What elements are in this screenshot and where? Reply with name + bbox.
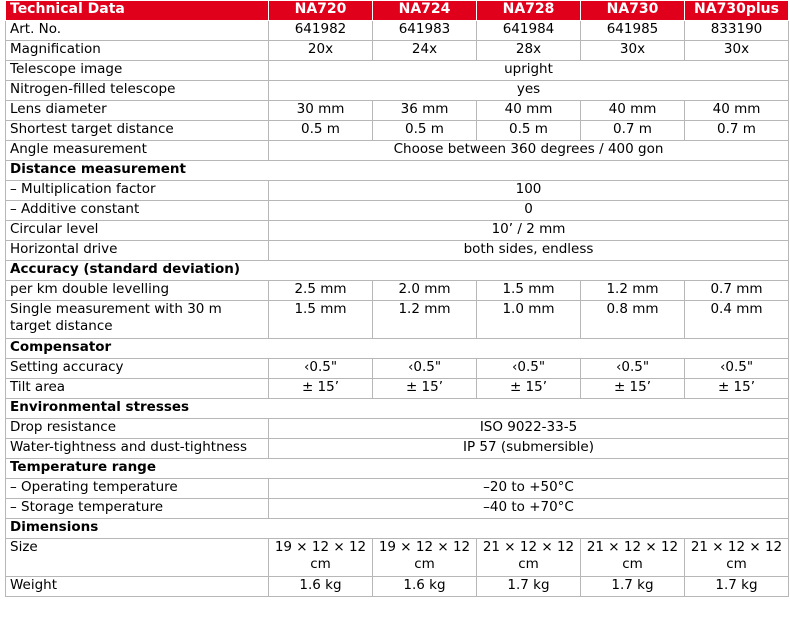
table-row [6, 81, 789, 101]
table-row [6, 201, 789, 221]
value-cell: ± 15’ [685, 379, 789, 399]
value-cell: 1.0 mm [477, 301, 581, 339]
row-label: Telescope image [6, 61, 269, 81]
value-cell: 40 mm [581, 101, 685, 121]
table-row [6, 499, 789, 519]
value-cell: 21 × 12 × 12 cm [581, 539, 685, 577]
table-row [6, 281, 789, 301]
table-title: Technical Data [6, 1, 269, 21]
section-header-row [6, 459, 789, 479]
table-row [6, 121, 789, 141]
table-row [6, 439, 789, 459]
table-row [6, 61, 789, 81]
shared-value-cell: IP 57 (submersible) [269, 439, 789, 459]
section-header-row [6, 161, 789, 181]
value-cell: 0.4 mm [685, 301, 789, 339]
table-row [6, 539, 789, 577]
value-cell: 1.2 mm [373, 301, 477, 339]
table-row [6, 21, 789, 41]
section-title: Dimensions [6, 519, 789, 539]
row-label: Nitrogen-filled telescope [6, 81, 269, 101]
value-cell: 0.7 m [581, 121, 685, 141]
row-label: Circular level [6, 221, 269, 241]
row-label: Art. No. [6, 21, 269, 41]
model-header: NA724 [373, 1, 477, 21]
value-cell: 0.7 m [685, 121, 789, 141]
value-cell: 19 × 12 × 12 cm [269, 539, 373, 577]
value-cell: 30 mm [269, 101, 373, 121]
section-title: Environmental stresses [6, 399, 789, 419]
section-title: Temperature range [6, 459, 789, 479]
value-cell: 1.5 mm [477, 281, 581, 301]
shared-value-cell: –40 to +70°C [269, 499, 789, 519]
header-row [6, 1, 789, 21]
shared-value-cell: both sides, endless [269, 241, 789, 261]
value-cell: ‹0.5" [477, 359, 581, 379]
table-row [6, 479, 789, 499]
value-cell: 40 mm [685, 101, 789, 121]
table-row [6, 301, 789, 339]
table-row [6, 41, 789, 61]
value-cell: ‹0.5" [269, 359, 373, 379]
value-cell: 20x [269, 41, 373, 61]
value-cell: 641983 [373, 21, 477, 41]
shared-value-cell: yes [269, 81, 789, 101]
row-label: Water-tightness and dust-tightness [6, 439, 269, 459]
value-cell: 641985 [581, 21, 685, 41]
section-header-row [6, 519, 789, 539]
row-label: Single measurement with 30 m target distance [6, 301, 269, 339]
table-row [6, 379, 789, 399]
value-cell: 833190 [685, 21, 789, 41]
row-label: Drop resistance [6, 419, 269, 439]
value-cell: ± 15’ [477, 379, 581, 399]
section-header-row [6, 399, 789, 419]
row-label: – Operating temperature [6, 479, 269, 499]
table-row [6, 141, 789, 161]
value-cell: 0.7 mm [685, 281, 789, 301]
table-row [6, 181, 789, 201]
section-header-row [6, 339, 789, 359]
value-cell: 19 × 12 × 12 cm [373, 539, 477, 577]
row-label: Horizontal drive [6, 241, 269, 261]
value-cell: ± 15’ [269, 379, 373, 399]
value-cell: 1.6 kg [373, 577, 477, 597]
shared-value-cell: 0 [269, 201, 789, 221]
value-cell: 30x [581, 41, 685, 61]
shared-value-cell: ISO 9022-33-5 [269, 419, 789, 439]
value-cell: 0.5 m [269, 121, 373, 141]
shared-value-cell: Choose between 360 degrees / 400 gon [269, 141, 789, 161]
table-body [6, 21, 789, 597]
row-label: – Additive constant [6, 201, 269, 221]
value-cell: 40 mm [477, 101, 581, 121]
row-label: Setting accuracy [6, 359, 269, 379]
value-cell: 36 mm [373, 101, 477, 121]
value-cell: 1.5 mm [269, 301, 373, 339]
table-row [6, 577, 789, 597]
row-label: per km double levelling [6, 281, 269, 301]
value-cell: ± 15’ [581, 379, 685, 399]
row-label: – Multiplication factor [6, 181, 269, 201]
value-cell: 2.0 mm [373, 281, 477, 301]
value-cell: 28x [477, 41, 581, 61]
model-header: NA730plus [685, 1, 789, 21]
value-cell: 1.2 mm [581, 281, 685, 301]
value-cell: 21 × 12 × 12 cm [685, 539, 789, 577]
row-label: Lens diameter [6, 101, 269, 121]
value-cell: 1.6 kg [269, 577, 373, 597]
shared-value-cell: upright [269, 61, 789, 81]
shared-value-cell: 10’ / 2 mm [269, 221, 789, 241]
value-cell: 641984 [477, 21, 581, 41]
section-title: Accuracy (standard deviation) [6, 261, 789, 281]
row-label: Weight [6, 577, 269, 597]
row-label: Angle measurement [6, 141, 269, 161]
model-header: NA720 [269, 1, 373, 21]
model-header: NA728 [477, 1, 581, 21]
row-label: Tilt area [6, 379, 269, 399]
row-label: Size [6, 539, 269, 577]
shared-value-cell: 100 [269, 181, 789, 201]
value-cell: 21 × 12 × 12 cm [477, 539, 581, 577]
row-label: Magnification [6, 41, 269, 61]
value-cell: ‹0.5" [685, 359, 789, 379]
value-cell: 1.7 kg [581, 577, 685, 597]
row-label: Shortest target distance [6, 121, 269, 141]
row-label: – Storage temperature [6, 499, 269, 519]
value-cell: 30x [685, 41, 789, 61]
value-cell: ‹0.5" [581, 359, 685, 379]
value-cell: 2.5 mm [269, 281, 373, 301]
section-title: Compensator [6, 339, 789, 359]
table-row [6, 221, 789, 241]
value-cell: 0.5 m [477, 121, 581, 141]
shared-value-cell: –20 to +50°C [269, 479, 789, 499]
model-header: NA730 [581, 1, 685, 21]
section-title: Distance measurement [6, 161, 789, 181]
technical-data-table [5, 0, 789, 597]
value-cell: ± 15’ [373, 379, 477, 399]
value-cell: 1.7 kg [685, 577, 789, 597]
table-row [6, 101, 789, 121]
value-cell: 24x [373, 41, 477, 61]
table-row [6, 419, 789, 439]
value-cell: 0.5 m [373, 121, 477, 141]
value-cell: 1.7 kg [477, 577, 581, 597]
table-row [6, 359, 789, 379]
value-cell: ‹0.5" [373, 359, 477, 379]
value-cell: 641982 [269, 21, 373, 41]
value-cell: 0.8 mm [581, 301, 685, 339]
table-row [6, 241, 789, 261]
section-header-row [6, 261, 789, 281]
